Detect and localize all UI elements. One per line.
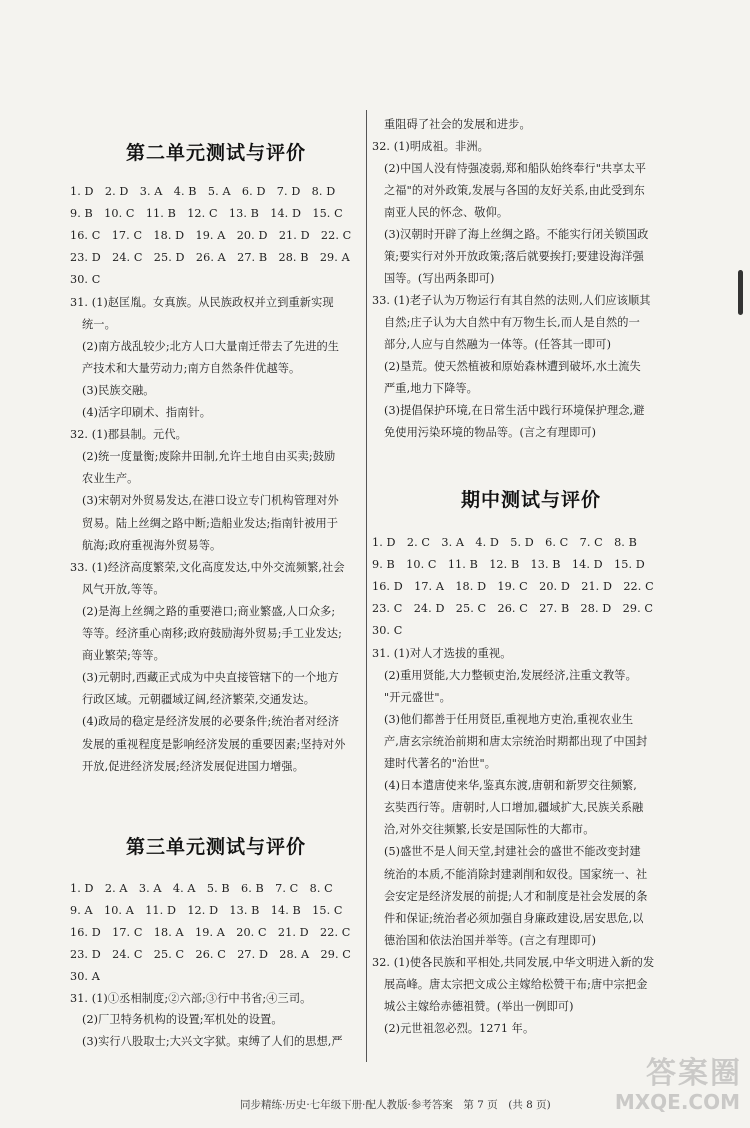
answer-line: "开元盛世"。 xyxy=(384,690,451,704)
answer-line: 30. A xyxy=(70,969,100,983)
scan-mark xyxy=(738,270,743,315)
answer-line: 严重,地力下降等。 xyxy=(384,382,478,395)
answer-line: 开放,促进经济发展;经济发展促进国力增强。 xyxy=(82,759,304,773)
answer-line: 32. (1)使各民族和平相处,共同发展,中华文明进入新的发 xyxy=(372,955,655,969)
answer-line: 9. B 10. C 11. B 12. B 13. B 14. D 15. D xyxy=(372,558,645,572)
watermark-site: MXQE.COM xyxy=(614,1090,740,1114)
answer-line: 31. (1)赵匡胤。女真族。从民族政权并立到重新实现 xyxy=(70,295,334,309)
answer-line: 23. C 24. D 25. C 26. C 27. B 28. D 29. C xyxy=(372,602,654,616)
answer-line: 行政区域。元朝疆域辽阔,经济繁荣,交通发达。 xyxy=(82,693,316,707)
answer-line: 1. D 2. C 3. A 4. D 5. D 6. C 7. C 8. B xyxy=(372,536,637,549)
answer-line: 33. (1)老子认为万物运行有其自然的法则,人们应该顺其 xyxy=(372,294,651,307)
answer-line: 玄奘西行等。唐朝时,人口增加,疆域扩大,民族关系融 xyxy=(384,801,644,815)
answer-line: (3)汉朝时开辟了海上丝绸之路。不能实行闭关锁国政 xyxy=(384,228,649,241)
answer-line: 统治的本质,不能消除封建剥削和奴役。国家统一、社 xyxy=(384,867,648,881)
answer-line: 23. D 24. C 25. C 26. C 27. D 28. A 29. C xyxy=(70,947,351,961)
answer-line: 展高峰。唐太宗把文成公主嫁给松赞干布;唐中宗把金 xyxy=(384,978,648,991)
answer-line: 商业繁荣;等等。 xyxy=(82,649,165,663)
answer-line: 产技术和大量劳动力;南方自然条件优越等。 xyxy=(82,361,301,375)
answer-line: (3)元朝时,西藏正式成为中央直接管辖下的一个地方 xyxy=(82,671,339,685)
answer-line: 会安定是经济发展的前提;人才和制度是社会发展的条 xyxy=(384,889,648,903)
answer-line: 之福"的对外政策,发展与各国的友好关系,由此受到东 xyxy=(384,184,645,197)
answer-line: 农业生产。 xyxy=(82,472,139,486)
answer-line: (2)统一度量衡;废除井田制,允许土地自由买卖;鼓励 xyxy=(82,450,336,464)
answer-line: (2)垦荒。使天然植被和原始森林遭到破坏,水土流失 xyxy=(384,360,641,373)
answer-line: 31. (1)对人才选拔的重视。 xyxy=(372,646,512,660)
answer-line: 32. (1)明成祖。非洲。 xyxy=(372,140,489,153)
answer-line: (3)宋朝对外贸易发达,在港口设立专门机构管理对外 xyxy=(82,494,339,508)
answer-line: (2)元世祖忽必烈。1271 年。 xyxy=(384,1022,535,1036)
answer-line: 国等。(写出两条即可) xyxy=(384,272,495,285)
answer-line: (3)他们都善于任用贤臣,重视地方吏治,重视农业生 xyxy=(384,712,634,726)
answer-line: 南亚人民的怀念、敬仰。 xyxy=(384,206,509,219)
answer-line: 发展的重视程度是影响经济发展的重要因素;坚持对外 xyxy=(82,737,346,751)
answer-line: 30. C xyxy=(70,273,101,287)
answer-line: 16. D 17. C 18. A 19. A 20. C 21. D 22. C xyxy=(70,925,351,939)
answer-line: 自然;庄子认为大自然中有万物生长,而人是自然的一 xyxy=(384,316,640,329)
answer-line: (4)日本遣唐使来华,鉴真东渡,唐朝和新罗交往频繁, xyxy=(384,779,637,793)
section-heading: 第三单元测试与评价 xyxy=(125,836,306,858)
answer-line: 航海;政府重视海外贸易等。 xyxy=(82,538,222,552)
answer-line: (3)实行八股取士;大兴文字狱。束缚了人们的思想,严 xyxy=(82,1035,343,1049)
section-heading: 第二单元测试与评价 xyxy=(125,142,306,164)
answer-line: 31. (1)①丞相制度;②六部;③行中书省;④三司。 xyxy=(70,991,312,1005)
answer-line: 德治国和依法治国并举等。(言之有理即可) xyxy=(384,933,597,947)
page-footer: 同步精练·历史·七年级下册·配人教版·参考答案 第 7 页 (共 8 页) xyxy=(240,1099,551,1111)
answer-line: (3)民族交融。 xyxy=(82,383,155,397)
answer-line: 风气开放,等等。 xyxy=(82,582,165,596)
answer-line: 策;要实行对外开放政策;落后就要挨打;要建设海洋强 xyxy=(384,250,644,263)
answer-line: 贸易。陆上丝绸之路中断;造船业发达;指南针被用于 xyxy=(82,516,339,530)
answer-line: 33. (1)经济高度繁荣,文化高度发达,中外交流频繁,社会 xyxy=(70,560,345,574)
answer-line: 等等。经济重心南移;政府鼓励海外贸易;手工业发达; xyxy=(82,627,342,640)
answer-line: 16. C 17. C 18. D 19. A 20. D 21. D 22. C xyxy=(70,229,352,243)
answer-line: 建时代著名的"治世"。 xyxy=(384,757,497,770)
answer-line: (2)中国人没有恃强凌弱,郑和船队始终奉行"共享太平 xyxy=(384,162,647,175)
answer-line: (3)提倡保护环境,在日常生活中践行环境保护理念,避 xyxy=(384,404,645,417)
answer-line: 30. C xyxy=(372,624,403,638)
answer-line: (2)是海上丝绸之路的重要港口;商业繁盛,人口众多; xyxy=(82,604,336,618)
answer-line: 16. D 17. A 18. D 19. C 20. D 21. D 22. C xyxy=(372,580,654,594)
answer-line: 洽,对外交往频繁,长安是国际性的大都市。 xyxy=(384,823,595,837)
column-divider xyxy=(366,110,367,1062)
answer-line: (5)盛世不是人间天堂,封建社会的盛世不能改变封建 xyxy=(384,845,641,859)
answer-line: (4)活字印刷术、指南针。 xyxy=(82,406,212,419)
answer-line: (4)政局的稳定是经济发展的必要条件;统治者对经济 xyxy=(82,715,340,729)
answer-line: 部分,人应与自然融为一体等。(任答其一即可) xyxy=(384,338,612,351)
answer-line: 1. D 2. D 3. A 4. B 5. A 6. D 7. D 8. D xyxy=(70,185,336,198)
answer-line: 32. (1)郡县制。元代。 xyxy=(70,428,187,442)
watermark-logo: 答案圈 xyxy=(646,1056,742,1091)
answer-line: (2)重用贤能,大力整顿吏治,发展经济,注重文教等。 xyxy=(384,668,637,682)
answer-line: 件和保证;统治者必须加强自身廉政建设,居安思危,以 xyxy=(384,911,644,925)
answer-line: 1. D 2. A 3. A 4. A 5. B 6. B 7. C 8. C xyxy=(70,882,333,895)
answer-line: (2)南方战乱较少;北方人口大量南迁带去了先进的生 xyxy=(82,339,340,353)
section-heading: 期中测试与评价 xyxy=(460,489,601,511)
answer-line: 统一。 xyxy=(82,317,116,331)
answer-line: 重阻碍了社会的发展和进步。 xyxy=(384,118,531,131)
answer-line: 免使用污染环境的物品等。(言之有理即可) xyxy=(384,426,597,439)
answer-line: 产,唐玄宗统治前期和唐太宗统治时期都出现了中国封 xyxy=(384,734,648,748)
answer-line: 23. D 24. C 25. D 26. A 27. B 28. B 29. A xyxy=(70,251,350,265)
answer-line: (2)厂卫特务机构的设置;军机处的设置。 xyxy=(82,1013,283,1027)
answer-line: 9. B 10. C 11. B 12. C 13. B 14. D 15. C xyxy=(70,207,343,221)
answer-line: 城公主嫁给赤德祖赞。(举出一例即可) xyxy=(384,1000,574,1014)
answer-line: 9. A 10. A 11. D 12. D 13. B 14. B 15. C xyxy=(70,903,343,917)
